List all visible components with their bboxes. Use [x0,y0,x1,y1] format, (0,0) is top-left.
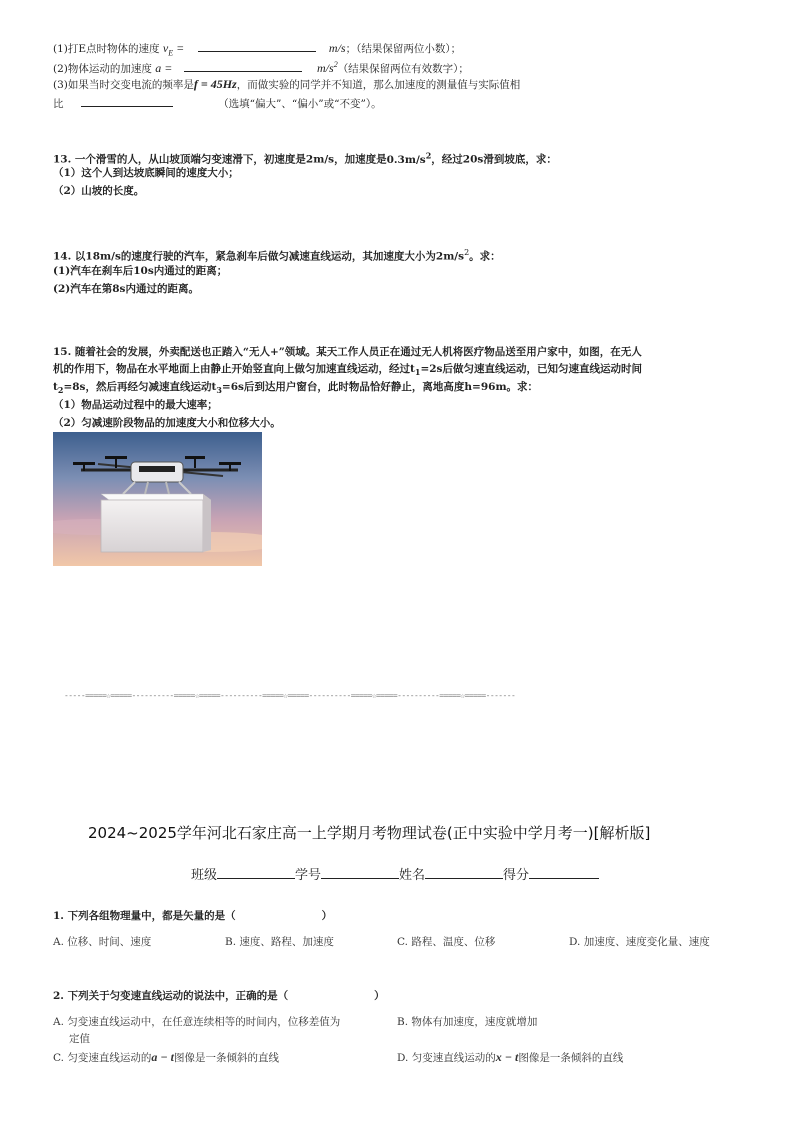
q15-t2-sub: 2 [57,385,64,396]
q2-option-d[interactable] [397,1050,623,1065]
answer-blank-acceleration[interactable] [184,60,302,72]
prev-question-line-4 [53,95,382,111]
q2-option-a-line2: 定值 [69,1033,90,1045]
accel-note: （结果保留两位有效数字）； [337,63,469,75]
q2-stem [53,988,385,1004]
accel-symbol: a = [155,61,173,75]
q13-sub-1: （1）这个人到达坡底瞬间的速度大小； [53,167,239,179]
name-field[interactable] [425,864,503,879]
q15-line2-pre: 机的作用下，物品在水平地面上由静止开始竖直向上做匀加速直线运动，经过t [53,363,415,375]
q2-option-c-math: a − t [151,1050,174,1064]
q2-option-c-pre: C. 匀变速直线运动的 [53,1052,152,1064]
q13-stem-post: ，经过20s滑到坡底，求： [431,153,557,166]
velocity-sub: E [168,48,174,58]
q15-line-1: 15. 随着社会的发展，外卖配送也正踏入“无人+”领域。某天工作人员正在通过无人机将医疗物品送至用户家中，如图，在无人 [53,346,642,358]
q14-stem-post: 。求： [469,250,501,263]
answer-blank-velocity[interactable] [198,40,316,52]
prev-line2-text: (2)物体运动的加速度 [53,63,152,75]
q13-accel-sup: 2 [425,150,432,160]
q13-accel [386,150,432,166]
drone-illustration [53,432,262,566]
q15-line3-b: =8s，然后再经匀减速直线运动t [63,381,217,393]
class-field[interactable] [217,864,295,879]
velocity-var: v [162,41,169,55]
q1-option-a[interactable]: A. 位移、时间、速度 [53,936,152,948]
q2-option-d-post: 图像是一条倾斜的直线 [518,1052,624,1064]
comparison-options: （选填“偏大”、“偏小”或“不变”）。 [218,98,382,110]
q2-stem-text: 2. 下列关于匀变速直线运动的说法中，正确的是（ [53,990,289,1002]
name-label: 姓名 [399,868,426,883]
score-label: 得分 [503,868,530,883]
q15-line-2 [53,361,642,380]
q2-option-a[interactable] [53,1015,340,1046]
q15-line2-post: =2s后做匀速直线运动，已知匀速直线运动时间 [420,363,642,375]
q15-t2: t [53,381,58,393]
q13-sub-2: （2）山坡的长度。 [53,185,145,197]
q15-sub-2: （2）匀减速阶段物品的加速度大小和位移大小。 [53,417,281,429]
q14-sup: 2 [464,248,470,257]
q13-stem-pre: 13. 一个滑雪的人，从山坡顶端匀变速滑下，初速度是2m/s，加速度是 [53,153,387,166]
q2-option-c[interactable] [53,1050,279,1065]
q14-stem [53,245,501,265]
student-info-row [191,864,599,883]
q15-t3-sub: 3 [216,385,222,396]
q2-option-c-post: 图像是一条倾斜的直线 [173,1052,279,1064]
prev-line1-text: (1)打E点时物体的速度 [53,43,160,55]
accel-unit-text: m/s [317,61,334,75]
drone-delivery-photo [53,432,262,566]
q1-option-c[interactable]: C. 路程、温度、位移 [397,936,496,948]
q2-option-b[interactable]: B. 物体有加速度，速度就增加 [397,1016,538,1028]
prev-question-line-2 [53,58,469,76]
q14-sub-1: (1)汽车在刹车后10s内通过的距离； [53,265,228,277]
q1-stem-text: 1. 下列各组物理量中，都是矢量的是（ [53,910,236,922]
q2-option-d-pre: D. 匀变速直线运动的 [397,1052,496,1064]
q2-option-d-math: x − t [495,1050,519,1064]
q1-stem [53,908,332,924]
prev-question-line-3 [53,77,520,92]
velocity-symbol [162,41,185,58]
prev-line4-prefix: 比 [53,98,64,110]
q13-accel-value: 0.3m/s [386,153,426,166]
score-field[interactable] [529,864,599,879]
velocity-note: ；（结果保留两位小数）； [345,43,462,55]
q15-line-3 [53,379,538,398]
section-separator: -----=====☆=====----------=====☆=====----------=====☆=====----------=====☆=====----------=====☆=====------- [64,691,516,700]
q2-option-a-line1: A. 匀变速直线运动中，在任意连续相等的时间内，位移差值为 [53,1016,341,1028]
q15-t1-sub: 1 [414,367,421,378]
q1-option-d[interactable]: D. 加速度、速度变化量、速度 [569,936,710,948]
student-id-field[interactable] [321,864,399,879]
accel-unit [317,61,338,75]
q15-sub-1: （1）物品运动过程中的最大速率； [53,399,218,411]
prev-line3-rest: ，而做实验的同学并不知道，那么加速度的测量值与实际值相 [236,79,521,91]
answer-blank-comparison[interactable] [81,95,173,107]
q14-stem-pre: 14. 以18m/s的速度行驶的汽车，紧急刹车后做匀减速直线运动，其加速度大小为2m/s [53,250,465,263]
accel-unit-sup: 2 [333,60,338,69]
exam-title: 2024~2025学年河北石家庄高一上学期月考物理试卷(正中实验中学月考一)[解析版] [88,824,651,842]
q15-line3-c: =6s后到达用户窗台，此时物品恰好静止，离地高度h=96m。求： [221,381,539,393]
frequency-value: f = 45Hz [193,77,237,91]
velocity-unit: m/s [328,41,346,55]
velocity-eq: = [176,41,185,55]
class-label: 班级 [191,868,218,883]
prev-line3-text: (3)如果当时交变电流的频率是 [53,79,194,91]
q1-stem-end: ） [321,910,333,922]
q2-stem-end: ） [374,990,385,1002]
student-id-label: 学号 [295,868,322,883]
q14-sub-2: (2)汽车在第8s内通过的距离。 [53,283,199,295]
q1-option-b[interactable]: B. 速度、路程、加速度 [225,936,334,948]
